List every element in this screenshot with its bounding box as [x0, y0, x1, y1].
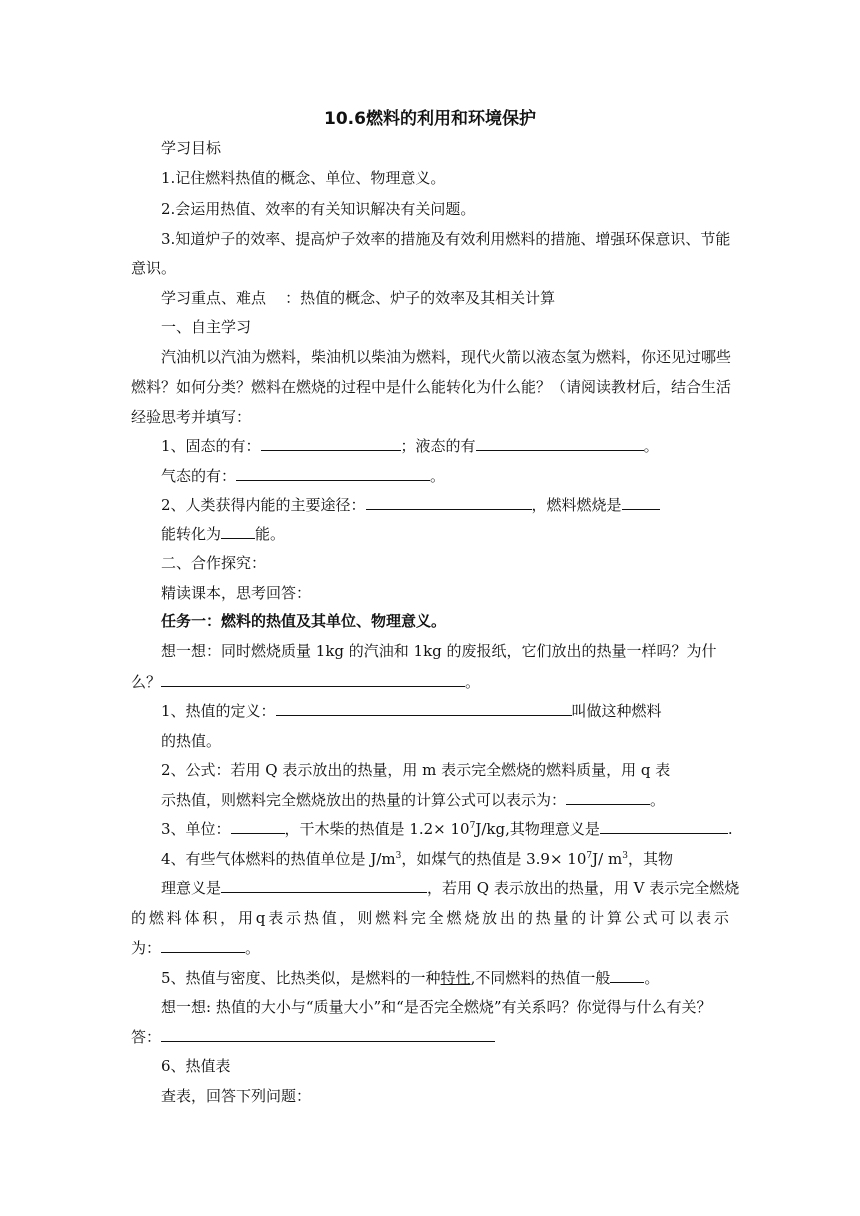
- blank-meaning-wood[interactable]: [600, 819, 728, 834]
- goal-3: 3.知道炉子的效率、提高炉子效率的措施及有效利用燃料的措施、增强环保意识、节能: [161, 230, 731, 248]
- think-1: 想一想：同时燃烧质量 1kg 的汽油和 1kg 的废报纸，它们放出的热量一样吗？为什: [161, 642, 717, 660]
- question-2: 2、人类获得内能的主要途径： ，燃料燃烧是: [161, 495, 660, 515]
- gas-formula-cont: 为： 。: [131, 939, 261, 957]
- goal-2: 2.会运用热值、效率的有关知识解决有关问题。: [161, 200, 476, 218]
- goals-heading: 学习目标: [161, 139, 222, 157]
- blank-energy-from[interactable]: [622, 495, 660, 510]
- think-2-answer: 答：: [131, 1027, 495, 1047]
- blank-energy-to[interactable]: [221, 524, 255, 539]
- blank-unit[interactable]: [231, 819, 285, 834]
- blank-think-1[interactable]: [161, 672, 465, 687]
- gas-unit-line: 4、有些气体燃料的热值单位是 $J/m^3$，如煤气的热值是 $3.9\times 10^7J/$ $m^3$，其物: [161, 850, 673, 868]
- formula-1: 2、公式：若用 Q 表示放出的热量，用 m 表示完全燃烧的燃料质量，用 q 表: [161, 761, 671, 779]
- definition-cont: 的热值。: [161, 732, 222, 750]
- definition: 1、热值的定义： 叫做这种燃料: [161, 702, 662, 720]
- section-cooperate: 二、合作探究：: [161, 554, 267, 572]
- read-instruction: 精读课本，思考回答：: [161, 584, 312, 602]
- gas-meaning-line: 理意义是 ，若用 Q 表示放出的热量，用 V 表示完全燃烧: [161, 879, 740, 897]
- heat-value-table-heading: 6、热值表: [161, 1057, 231, 1075]
- intro-line-2: 燃料？如何分类？燃料在燃烧的过程中是什么能转化为什么能？（请阅读教材后，结合生活: [131, 378, 732, 396]
- blank-meaning-gas[interactable]: [221, 878, 427, 893]
- question-1: 1、固态的有： ；液态的有 。: [161, 437, 659, 455]
- intro-line-1: 汽油机以汽油为燃料，柴油机以柴油为燃料，现代火箭以液态氢为燃料，你还见过哪些: [161, 348, 732, 366]
- blank-think-2[interactable]: [161, 1027, 495, 1042]
- blank-solid[interactable]: [261, 436, 401, 451]
- blank-formula-volume[interactable]: [161, 938, 245, 953]
- task-1-heading: 任务一：燃料的热值及其单位、物理意义。: [161, 612, 447, 630]
- question-1b: 气态的有： 。: [161, 467, 446, 485]
- blank-liquid[interactable]: [476, 436, 644, 451]
- lookup-instruction: 查表，回答下列问题：: [161, 1087, 312, 1105]
- think-2: 想一想: 热值的大小与“质量大小”和“是否完全燃烧”有关系吗？你觉得与什么有关？: [161, 998, 712, 1016]
- gas-formula-line: 的 燃 料 体 积 ， 用 q 表 示 热 值 ， 则 燃 料 完 全 燃 烧 放 出 的 热 量 的 计 算 公 式 可 以 表 示: [131, 909, 729, 927]
- goal-3-cont: 意识。: [131, 259, 177, 277]
- blank-internal-energy[interactable]: [366, 495, 532, 510]
- section-self-study: 一、自主学习: [161, 318, 252, 336]
- blank-difference[interactable]: [610, 968, 644, 983]
- page-title: 10.6燃料的利用和环境保护: [324, 109, 536, 129]
- blank-gas[interactable]: [236, 466, 430, 481]
- formula-2: 示热值，则燃料完全燃烧放出的热量的计算公式可以表示为： 。: [161, 791, 666, 809]
- blank-formula-mass[interactable]: [566, 790, 650, 805]
- think-1-cont: 么？ 。: [131, 673, 481, 691]
- question-2b: 能转化为 能。: [161, 525, 286, 543]
- key-points: 学习重点、难点 ：热值的概念、炉子的效率及其相关计算: [161, 289, 556, 307]
- goal-1: 1.记住燃料热值的概念、单位、物理意义。: [161, 169, 446, 187]
- unit-line: 3、单位： ，干木柴的热值是 $1.2\times 10^7J/kg$,其物理意义是 .: [161, 820, 733, 838]
- intro-line-3: 经验思考并填写：: [131, 408, 252, 426]
- blank-definition[interactable]: [276, 701, 572, 716]
- question-5: 5、热值与密度、比热类似，是燃料的一种特性,不同燃料的热值一般 。: [161, 969, 660, 987]
